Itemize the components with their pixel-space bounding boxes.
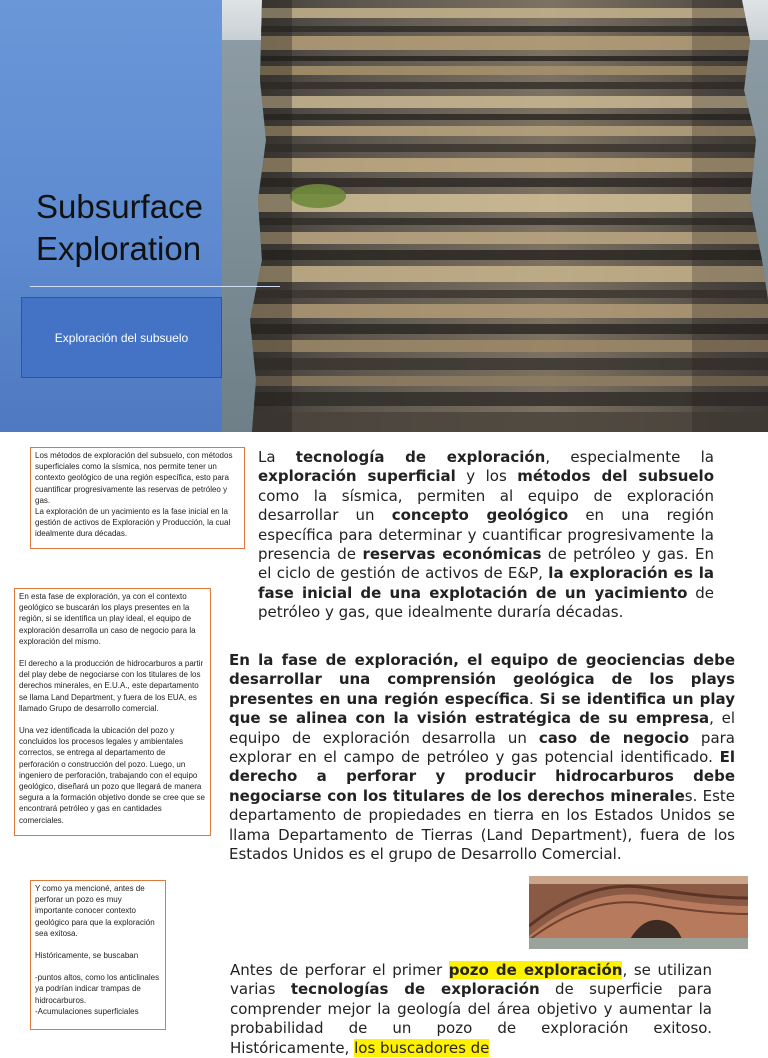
highlight-prospectors: los buscadores de (354, 1038, 490, 1057)
title-divider (30, 286, 280, 287)
side-note-3 (30, 880, 166, 1030)
slide-title (36, 186, 226, 270)
side-note-1-text: Los métodos de exploración del subsuelo, con métodos superficiales como la sísmica, nos permite tener un contexto geológico de una región específica, esto para cuantificar progresivamente las reservas de petróleo y gas. La exploración de un yacimiento es la fase inicial en la gestión de activos de Exploración y Producción, la cual idealmente dura décadas. (35, 451, 233, 539)
sea-stack-cliff-photo (222, 0, 768, 432)
side-note-2-p1: En esta fase de exploración, ya con el contexto geológico se buscarán los plays presentes en la región, si se identifica un play ideal, el equipo de exploración desarrolla un caso de negocio para la exploración del mismo. (19, 592, 196, 646)
title-slide (0, 0, 768, 432)
highlight-exploration-well: pozo de exploración (448, 961, 623, 979)
side-note-3-p3: -puntos altos, como los anticlinales ya podrían indicar trampas de hidrocarburos. -Acumulaciones superficiales (35, 973, 160, 1016)
paragraph-1: La tecnología de exploración, especialmente la exploración superficial y los métodos del subsuelo como la sísmica, permiten al equipo de exploración desarrollar un concepto geológico en una región específica para determinar y cuantificar progresivamente la presencia de reservas económicas de petróleo y gas. En el ciclo de gestión de activos de E&P, la exploración es la fase inicial de una explotación de un yacimiento de petróleo y gas, que idealmente duraría décadas. (258, 448, 715, 622)
slide-title-line-2: Exploration (36, 230, 202, 267)
slide-title-line-1: Subsurface (36, 188, 203, 225)
paragraph-3: Antes de perforar el primer pozo de exploración, se utilizan varias tecnologías de exploración de superficie para comprender mejor la geología del área objetivo y aumentar la probabilidad de un pozo de exploración exitoso. Históricamente, los buscadores de (230, 961, 712, 1057)
side-note-2 (14, 588, 211, 836)
side-note-3-p1: Y como ya mencioné, antes de perforar un pozo es muy importante conocer contexto geológico para que la exploración sea exitosa. (35, 884, 155, 938)
anticline-rock-photo (529, 876, 748, 949)
side-note-2-p2: El derecho a la producción de hidrocarburos a partir del play debe de negociarse con los titulares de los derechos minerales, en E.U.A., este departamento se llama Land Department, y fuera de los EUA, es llamado Grupo de desarrollo comercial. (19, 659, 204, 713)
subtitle-box (21, 297, 222, 378)
side-note-3-p2: Históricamente, se buscaban (35, 951, 139, 961)
subtitle-text: Exploración del subsuelo (54, 330, 189, 345)
paragraph-2: En la fase de exploración, el equipo de geociencias debe desarrollar una comprensión geológica de los plays presentes en una región específica. Si se identifica un play que se alinea con la visión estratégica de su empresa, el equipo de exploración desarrolla un caso de negocio para explorar en el campo de petróleo y gas potencial identificado. El derecho a perforar y producir hidrocarburos debe negociarse con los titulares de los derechos minerales. Este departamento de propiedades en tierra en los Estados Unidos se llama Departamento de Tierras (Land Department), fuera de los Estados Unidos es el grupo de Desarrollo Comercial. (229, 651, 736, 864)
side-note-2-p3: Una vez identificada la ubicación del pozo y concluidos los procesos legales y ambientales correctos, se entrega al departamento de perforación o construcción del pozo. Luego, un ingeniero de perforación, trabajando con el equipo geológico, diseñará un pozo que llegará de manera segura a la formación objetivo donde se cree que se encontrará petróleo y gas en cantidades comerciales. (19, 726, 205, 825)
side-note-1 (30, 447, 245, 549)
